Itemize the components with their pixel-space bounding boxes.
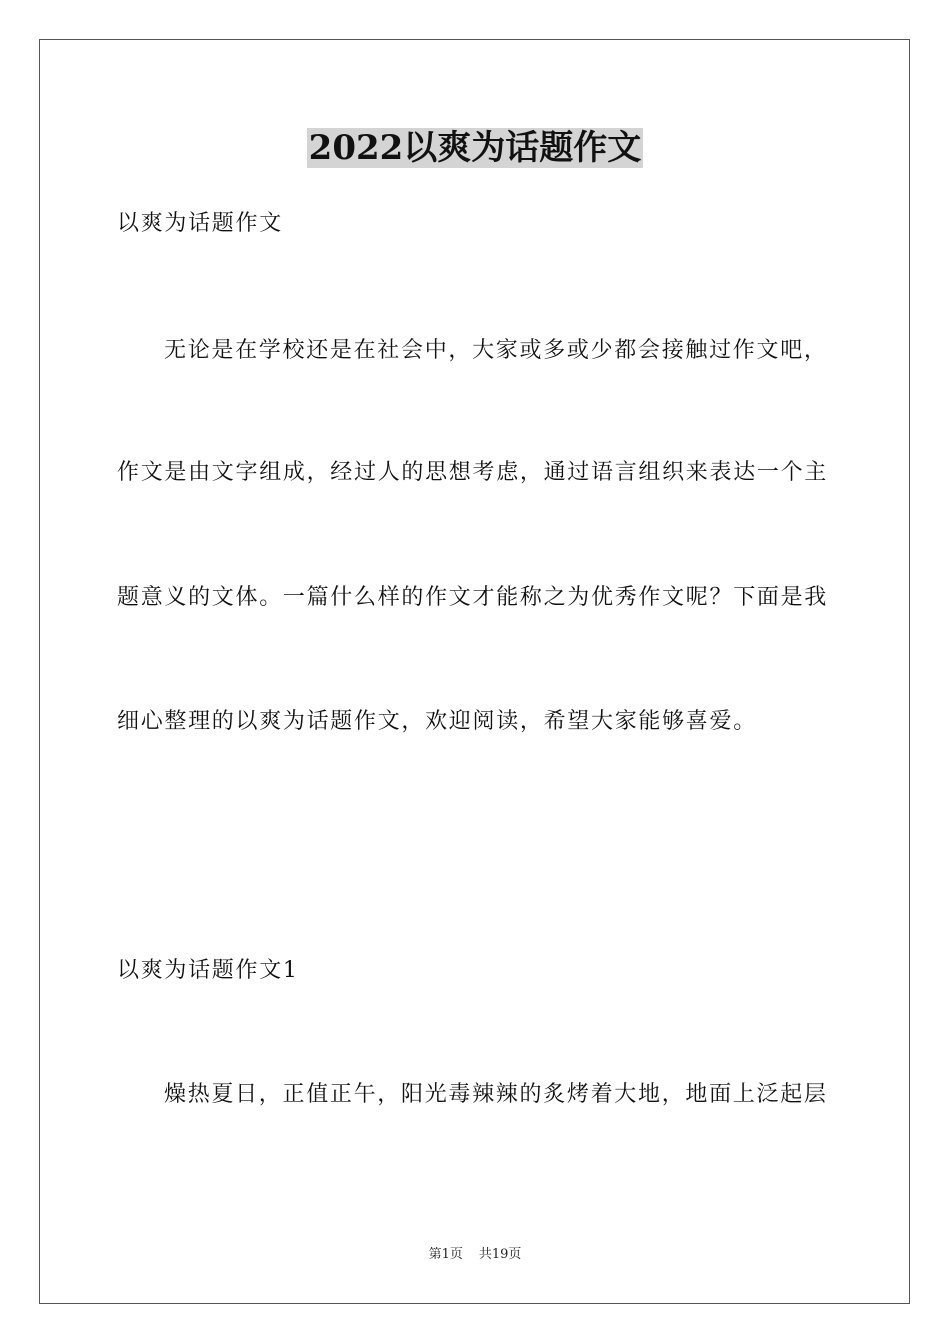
document-title xyxy=(0,126,950,170)
paragraph-line: 细心整理的以爽为话题作文，欢迎阅读，希望大家能够喜爱。 xyxy=(117,709,757,734)
page-number: 第1页 xyxy=(428,1247,463,1262)
page-total: 共19页 xyxy=(478,1247,522,1262)
paragraph-line: 无论是在学校还是在社会中，大家或多或少都会接触过作文吧， xyxy=(164,338,828,363)
document-subtitle: 以爽为话题作文 xyxy=(117,211,283,236)
paragraph-line: 作文是由文字组成，经过人的思想考虑，通过语言组织来表达一个主 xyxy=(117,460,829,485)
page-footer xyxy=(0,1246,950,1264)
paragraph-line: 燥热夏日，正值正午，阳光毒辣辣的炙烤着大地，地面上泛起层 xyxy=(164,1082,828,1107)
paragraph-line: 题意义的文体。一篇什么样的作文才能称之为优秀作文呢？下面是我 xyxy=(117,585,829,610)
section-heading: 以爽为话题作文1 xyxy=(117,958,299,983)
document-title-text: 2022以爽为话题作文 xyxy=(308,128,642,168)
